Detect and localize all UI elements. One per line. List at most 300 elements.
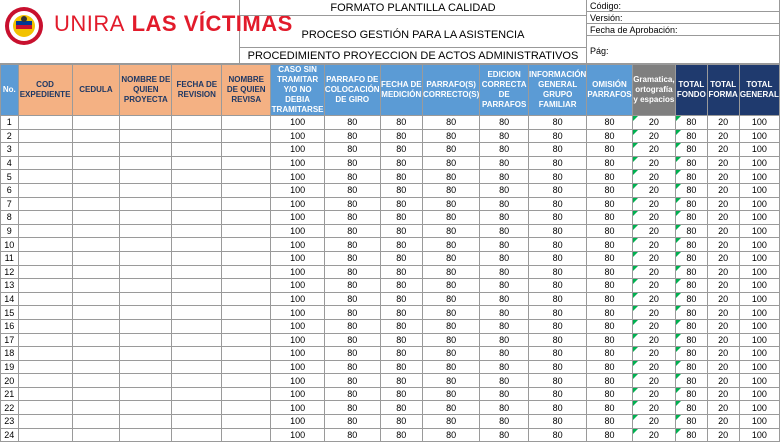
table-cell[interactable]: 80 <box>676 251 707 265</box>
table-cell[interactable]: 80 <box>529 224 587 238</box>
table-cell[interactable]: 100 <box>739 279 779 293</box>
table-cell[interactable]: 100 <box>739 129 779 143</box>
row-number[interactable]: 21 <box>1 387 19 401</box>
table-cell[interactable] <box>120 156 172 170</box>
table-cell[interactable]: 80 <box>676 170 707 184</box>
table-cell[interactable] <box>172 319 222 333</box>
table-cell[interactable]: 80 <box>423 224 480 238</box>
table-cell[interactable]: 80 <box>480 387 529 401</box>
column-header[interactable]: Gramatica, ortografía y espacios <box>632 65 676 116</box>
table-cell[interactable] <box>120 319 172 333</box>
table-cell[interactable] <box>72 306 120 320</box>
column-header[interactable]: TOTAL GENERAL <box>739 65 779 116</box>
table-cell[interactable] <box>222 333 271 347</box>
table-cell[interactable]: 20 <box>707 401 739 415</box>
table-cell[interactable]: 100 <box>271 265 325 279</box>
table-cell[interactable] <box>18 265 72 279</box>
row-number[interactable]: 13 <box>1 279 19 293</box>
table-cell[interactable]: 20 <box>632 319 676 333</box>
table-cell[interactable]: 80 <box>380 129 422 143</box>
table-cell[interactable]: 100 <box>271 415 325 429</box>
table-cell[interactable] <box>72 347 120 361</box>
table-cell[interactable]: 80 <box>529 292 587 306</box>
table-cell[interactable] <box>120 374 172 388</box>
table-cell[interactable]: 100 <box>271 306 325 320</box>
table-cell[interactable]: 100 <box>739 170 779 184</box>
table-cell[interactable] <box>222 374 271 388</box>
table-cell[interactable]: 80 <box>324 306 380 320</box>
table-cell[interactable]: 80 <box>423 387 480 401</box>
table-cell[interactable]: 80 <box>529 170 587 184</box>
row-number[interactable]: 12 <box>1 265 19 279</box>
table-cell[interactable]: 20 <box>632 129 676 143</box>
table-cell[interactable]: 80 <box>529 428 587 442</box>
table-cell[interactable]: 100 <box>271 279 325 293</box>
table-cell[interactable] <box>18 415 72 429</box>
table-cell[interactable]: 80 <box>587 224 632 238</box>
table-cell[interactable]: 80 <box>324 170 380 184</box>
table-cell[interactable]: 80 <box>529 374 587 388</box>
table-cell[interactable] <box>120 306 172 320</box>
table-cell[interactable] <box>172 360 222 374</box>
table-cell[interactable] <box>72 265 120 279</box>
table-cell[interactable]: 80 <box>676 360 707 374</box>
column-header[interactable]: CEDULA <box>72 65 120 116</box>
table-cell[interactable]: 100 <box>739 428 779 442</box>
table-cell[interactable]: 80 <box>480 333 529 347</box>
table-cell[interactable]: 80 <box>324 360 380 374</box>
table-cell[interactable]: 80 <box>380 224 422 238</box>
table-cell[interactable]: 100 <box>271 387 325 401</box>
table-cell[interactable]: 100 <box>739 238 779 252</box>
table-cell[interactable]: 100 <box>739 292 779 306</box>
table-cell[interactable] <box>18 197 72 211</box>
table-cell[interactable] <box>18 292 72 306</box>
row-number[interactable]: 8 <box>1 211 19 225</box>
table-cell[interactable] <box>18 428 72 442</box>
table-cell[interactable]: 80 <box>529 401 587 415</box>
table-cell[interactable]: 80 <box>423 319 480 333</box>
table-cell[interactable] <box>222 143 271 157</box>
table-cell[interactable] <box>120 292 172 306</box>
table-cell[interactable]: 100 <box>739 265 779 279</box>
table-cell[interactable]: 80 <box>587 306 632 320</box>
table-cell[interactable]: 80 <box>529 265 587 279</box>
table-cell[interactable]: 100 <box>271 428 325 442</box>
table-cell[interactable]: 80 <box>529 251 587 265</box>
table-cell[interactable] <box>120 251 172 265</box>
table-cell[interactable]: 20 <box>707 360 739 374</box>
table-cell[interactable]: 80 <box>587 197 632 211</box>
column-header[interactable]: FECHA DE MEDICIÓN <box>380 65 422 116</box>
table-cell[interactable]: 80 <box>529 183 587 197</box>
table-cell[interactable]: 100 <box>271 170 325 184</box>
table-cell[interactable] <box>120 170 172 184</box>
table-cell[interactable] <box>222 401 271 415</box>
table-cell[interactable]: 80 <box>587 251 632 265</box>
table-cell[interactable]: 80 <box>423 265 480 279</box>
column-header[interactable]: PARRAFO DE COLOCACIÓN DE GIRO <box>324 65 380 116</box>
table-cell[interactable]: 100 <box>271 116 325 130</box>
row-number[interactable]: 15 <box>1 306 19 320</box>
column-header[interactable]: EDICION CORRECTA DE PARRAFOS <box>480 65 529 116</box>
table-cell[interactable]: 80 <box>380 265 422 279</box>
table-cell[interactable]: 80 <box>480 224 529 238</box>
table-cell[interactable]: 80 <box>676 306 707 320</box>
table-cell[interactable]: 80 <box>529 360 587 374</box>
table-cell[interactable]: 80 <box>529 156 587 170</box>
table-cell[interactable]: 80 <box>676 156 707 170</box>
table-cell[interactable]: 100 <box>271 238 325 252</box>
table-cell[interactable]: 80 <box>423 238 480 252</box>
table-cell[interactable] <box>222 224 271 238</box>
table-cell[interactable] <box>172 292 222 306</box>
table-cell[interactable]: 80 <box>324 319 380 333</box>
table-cell[interactable]: 80 <box>423 415 480 429</box>
table-cell[interactable]: 100 <box>739 333 779 347</box>
table-cell[interactable] <box>222 279 271 293</box>
table-cell[interactable]: 20 <box>707 211 739 225</box>
table-cell[interactable]: 20 <box>632 292 676 306</box>
table-cell[interactable] <box>172 265 222 279</box>
table-cell[interactable]: 80 <box>587 143 632 157</box>
table-cell[interactable] <box>120 129 172 143</box>
table-cell[interactable]: 80 <box>529 129 587 143</box>
table-cell[interactable] <box>120 360 172 374</box>
table-cell[interactable]: 80 <box>324 143 380 157</box>
table-cell[interactable]: 80 <box>587 116 632 130</box>
table-cell[interactable]: 80 <box>676 415 707 429</box>
table-cell[interactable]: 80 <box>676 129 707 143</box>
table-cell[interactable]: 80 <box>380 306 422 320</box>
table-cell[interactable] <box>120 143 172 157</box>
table-cell[interactable]: 80 <box>324 428 380 442</box>
table-cell[interactable]: 80 <box>587 265 632 279</box>
table-cell[interactable] <box>172 428 222 442</box>
table-cell[interactable]: 20 <box>707 415 739 429</box>
table-cell[interactable] <box>172 116 222 130</box>
table-cell[interactable] <box>72 251 120 265</box>
table-cell[interactable]: 80 <box>423 183 480 197</box>
table-cell[interactable]: 20 <box>632 374 676 388</box>
table-cell[interactable]: 80 <box>324 211 380 225</box>
row-number[interactable]: 9 <box>1 224 19 238</box>
table-cell[interactable]: 80 <box>380 387 422 401</box>
table-cell[interactable] <box>222 238 271 252</box>
table-cell[interactable] <box>172 143 222 157</box>
table-cell[interactable]: 80 <box>587 238 632 252</box>
table-cell[interactable]: 80 <box>480 251 529 265</box>
table-cell[interactable]: 80 <box>529 319 587 333</box>
table-cell[interactable] <box>120 265 172 279</box>
table-cell[interactable]: 100 <box>739 211 779 225</box>
table-cell[interactable]: 80 <box>380 143 422 157</box>
table-cell[interactable] <box>18 183 72 197</box>
table-cell[interactable]: 20 <box>707 251 739 265</box>
table-cell[interactable]: 100 <box>271 319 325 333</box>
table-cell[interactable] <box>120 347 172 361</box>
table-cell[interactable]: 80 <box>380 374 422 388</box>
column-header[interactable]: TOTAL FONDO <box>676 65 707 116</box>
table-cell[interactable]: 80 <box>324 347 380 361</box>
table-cell[interactable]: 80 <box>676 265 707 279</box>
table-cell[interactable] <box>172 401 222 415</box>
table-cell[interactable] <box>72 374 120 388</box>
table-cell[interactable]: 100 <box>271 347 325 361</box>
table-cell[interactable] <box>172 156 222 170</box>
table-cell[interactable]: 80 <box>380 319 422 333</box>
table-cell[interactable]: 80 <box>676 197 707 211</box>
table-cell[interactable]: 20 <box>707 116 739 130</box>
table-cell[interactable] <box>222 265 271 279</box>
table-cell[interactable]: 100 <box>271 143 325 157</box>
row-number[interactable]: 1 <box>1 116 19 130</box>
table-cell[interactable]: 20 <box>707 170 739 184</box>
table-cell[interactable]: 100 <box>739 143 779 157</box>
table-cell[interactable]: 80 <box>676 347 707 361</box>
table-cell[interactable] <box>222 319 271 333</box>
table-cell[interactable]: 20 <box>707 183 739 197</box>
table-cell[interactable] <box>72 401 120 415</box>
table-cell[interactable] <box>222 170 271 184</box>
table-cell[interactable]: 20 <box>707 333 739 347</box>
table-cell[interactable]: 80 <box>480 183 529 197</box>
table-cell[interactable] <box>18 143 72 157</box>
column-header[interactable]: COD EXPEDIENTE <box>18 65 72 116</box>
table-cell[interactable] <box>222 116 271 130</box>
table-cell[interactable]: 20 <box>707 319 739 333</box>
column-header[interactable]: NOMBRE DE QUIEN PROYECTA <box>120 65 172 116</box>
table-cell[interactable] <box>18 360 72 374</box>
table-cell[interactable] <box>72 183 120 197</box>
table-cell[interactable]: 80 <box>529 143 587 157</box>
table-cell[interactable]: 100 <box>271 224 325 238</box>
table-cell[interactable] <box>18 156 72 170</box>
table-cell[interactable] <box>172 347 222 361</box>
table-cell[interactable]: 100 <box>739 197 779 211</box>
table-cell[interactable] <box>172 374 222 388</box>
table-cell[interactable]: 80 <box>423 374 480 388</box>
column-header[interactable]: CASO SIN TRAMITAR Y/O NO DEBIA TRAMITARSE <box>271 65 324 114</box>
table-cell[interactable]: 80 <box>480 197 529 211</box>
table-cell[interactable]: 80 <box>676 183 707 197</box>
table-cell[interactable] <box>72 211 120 225</box>
table-cell[interactable]: 100 <box>271 129 325 143</box>
column-header[interactable]: INFORMACIÓN GENERAL GRUPO FAMILIAR <box>529 65 587 116</box>
table-cell[interactable]: 20 <box>632 333 676 347</box>
table-cell[interactable]: 80 <box>676 401 707 415</box>
table-cell[interactable] <box>172 306 222 320</box>
table-cell[interactable]: 80 <box>480 401 529 415</box>
table-cell[interactable]: 80 <box>324 265 380 279</box>
table-cell[interactable]: 80 <box>324 374 380 388</box>
table-cell[interactable] <box>222 306 271 320</box>
row-number[interactable]: 23 <box>1 415 19 429</box>
table-cell[interactable]: 20 <box>632 183 676 197</box>
table-cell[interactable]: 20 <box>707 129 739 143</box>
table-cell[interactable]: 80 <box>324 251 380 265</box>
table-cell[interactable] <box>120 224 172 238</box>
row-number[interactable]: 3 <box>1 143 19 157</box>
table-cell[interactable]: 80 <box>480 415 529 429</box>
table-cell[interactable]: 80 <box>480 143 529 157</box>
row-number[interactable]: 19 <box>1 360 19 374</box>
table-cell[interactable] <box>72 197 120 211</box>
table-cell[interactable] <box>120 415 172 429</box>
table-cell[interactable]: 80 <box>529 333 587 347</box>
table-cell[interactable]: 20 <box>707 387 739 401</box>
table-cell[interactable]: 80 <box>587 279 632 293</box>
table-cell[interactable] <box>222 347 271 361</box>
table-cell[interactable]: 80 <box>480 129 529 143</box>
table-cell[interactable]: 80 <box>587 428 632 442</box>
table-cell[interactable] <box>72 387 120 401</box>
row-number[interactable]: 18 <box>1 347 19 361</box>
table-cell[interactable]: 20 <box>707 224 739 238</box>
table-cell[interactable]: 100 <box>739 319 779 333</box>
table-cell[interactable]: 20 <box>632 251 676 265</box>
table-cell[interactable] <box>222 428 271 442</box>
row-number[interactable]: 7 <box>1 197 19 211</box>
table-cell[interactable]: 100 <box>271 333 325 347</box>
table-cell[interactable] <box>222 156 271 170</box>
table-cell[interactable]: 80 <box>529 415 587 429</box>
table-cell[interactable]: 100 <box>739 415 779 429</box>
table-cell[interactable]: 100 <box>739 156 779 170</box>
table-cell[interactable]: 100 <box>739 224 779 238</box>
table-cell[interactable]: 80 <box>676 143 707 157</box>
table-cell[interactable]: 100 <box>739 387 779 401</box>
table-cell[interactable] <box>18 224 72 238</box>
row-number[interactable]: 10 <box>1 238 19 252</box>
table-cell[interactable]: 80 <box>324 129 380 143</box>
column-header[interactable]: FECHA DE REVISION <box>172 65 222 116</box>
table-cell[interactable]: 80 <box>587 156 632 170</box>
table-cell[interactable]: 80 <box>529 116 587 130</box>
table-cell[interactable]: 80 <box>380 415 422 429</box>
table-cell[interactable]: 80 <box>676 374 707 388</box>
table-cell[interactable] <box>18 347 72 361</box>
table-cell[interactable]: 80 <box>480 360 529 374</box>
table-cell[interactable] <box>120 387 172 401</box>
table-cell[interactable] <box>72 170 120 184</box>
table-cell[interactable]: 80 <box>676 279 707 293</box>
table-cell[interactable] <box>72 224 120 238</box>
table-cell[interactable] <box>222 211 271 225</box>
table-cell[interactable] <box>172 251 222 265</box>
table-cell[interactable] <box>120 279 172 293</box>
row-number[interactable]: 2 <box>1 129 19 143</box>
table-cell[interactable]: 80 <box>423 170 480 184</box>
table-cell[interactable]: 80 <box>324 415 380 429</box>
table-cell[interactable]: 80 <box>480 428 529 442</box>
table-cell[interactable] <box>72 116 120 130</box>
table-cell[interactable]: 80 <box>480 306 529 320</box>
table-cell[interactable]: 20 <box>707 143 739 157</box>
table-cell[interactable]: 80 <box>423 428 480 442</box>
table-cell[interactable]: 80 <box>480 211 529 225</box>
table-cell[interactable]: 80 <box>480 156 529 170</box>
table-cell[interactable]: 20 <box>632 347 676 361</box>
row-number[interactable]: 22 <box>1 401 19 415</box>
table-cell[interactable] <box>120 211 172 225</box>
table-cell[interactable] <box>120 428 172 442</box>
table-cell[interactable] <box>72 292 120 306</box>
table-cell[interactable]: 20 <box>632 143 676 157</box>
table-cell[interactable]: 80 <box>423 211 480 225</box>
row-number[interactable]: 14 <box>1 292 19 306</box>
table-cell[interactable]: 80 <box>676 387 707 401</box>
table-cell[interactable]: 20 <box>707 156 739 170</box>
table-cell[interactable]: 80 <box>324 238 380 252</box>
table-cell[interactable]: 80 <box>587 170 632 184</box>
table-cell[interactable] <box>18 319 72 333</box>
table-cell[interactable] <box>72 156 120 170</box>
table-cell[interactable]: 80 <box>324 333 380 347</box>
table-cell[interactable]: 80 <box>423 197 480 211</box>
table-cell[interactable]: 20 <box>632 401 676 415</box>
table-cell[interactable] <box>72 319 120 333</box>
table-cell[interactable]: 20 <box>707 279 739 293</box>
table-cell[interactable]: 100 <box>739 116 779 130</box>
table-cell[interactable]: 80 <box>423 347 480 361</box>
table-cell[interactable]: 20 <box>632 415 676 429</box>
table-cell[interactable] <box>72 360 120 374</box>
table-cell[interactable]: 80 <box>480 292 529 306</box>
table-cell[interactable]: 100 <box>739 401 779 415</box>
table-cell[interactable]: 20 <box>632 306 676 320</box>
table-cell[interactable]: 80 <box>480 279 529 293</box>
table-cell[interactable] <box>172 183 222 197</box>
table-cell[interactable] <box>172 129 222 143</box>
table-cell[interactable]: 20 <box>707 292 739 306</box>
table-cell[interactable]: 80 <box>423 251 480 265</box>
table-cell[interactable] <box>120 116 172 130</box>
table-cell[interactable] <box>18 129 72 143</box>
table-cell[interactable]: 20 <box>707 347 739 361</box>
table-cell[interactable] <box>120 333 172 347</box>
row-number[interactable]: 16 <box>1 319 19 333</box>
table-cell[interactable] <box>172 211 222 225</box>
table-cell[interactable]: 20 <box>632 211 676 225</box>
table-cell[interactable] <box>222 183 271 197</box>
table-cell[interactable]: 80 <box>676 333 707 347</box>
table-cell[interactable]: 20 <box>707 265 739 279</box>
table-cell[interactable]: 80 <box>587 292 632 306</box>
table-cell[interactable]: 20 <box>632 387 676 401</box>
table-cell[interactable] <box>172 415 222 429</box>
row-number[interactable]: 24 <box>1 428 19 442</box>
table-cell[interactable]: 80 <box>423 143 480 157</box>
table-cell[interactable]: 80 <box>480 238 529 252</box>
table-cell[interactable]: 80 <box>676 292 707 306</box>
table-cell[interactable] <box>172 387 222 401</box>
table-cell[interactable]: 20 <box>632 279 676 293</box>
table-cell[interactable]: 100 <box>739 347 779 361</box>
table-cell[interactable]: 100 <box>739 251 779 265</box>
table-cell[interactable] <box>120 183 172 197</box>
table-cell[interactable] <box>222 292 271 306</box>
table-cell[interactable]: 80 <box>587 360 632 374</box>
table-cell[interactable]: 80 <box>587 374 632 388</box>
table-cell[interactable] <box>172 238 222 252</box>
table-cell[interactable] <box>172 333 222 347</box>
table-cell[interactable]: 80 <box>423 156 480 170</box>
table-cell[interactable] <box>172 170 222 184</box>
table-cell[interactable]: 80 <box>380 211 422 225</box>
table-cell[interactable]: 100 <box>271 401 325 415</box>
table-cell[interactable]: 80 <box>676 238 707 252</box>
